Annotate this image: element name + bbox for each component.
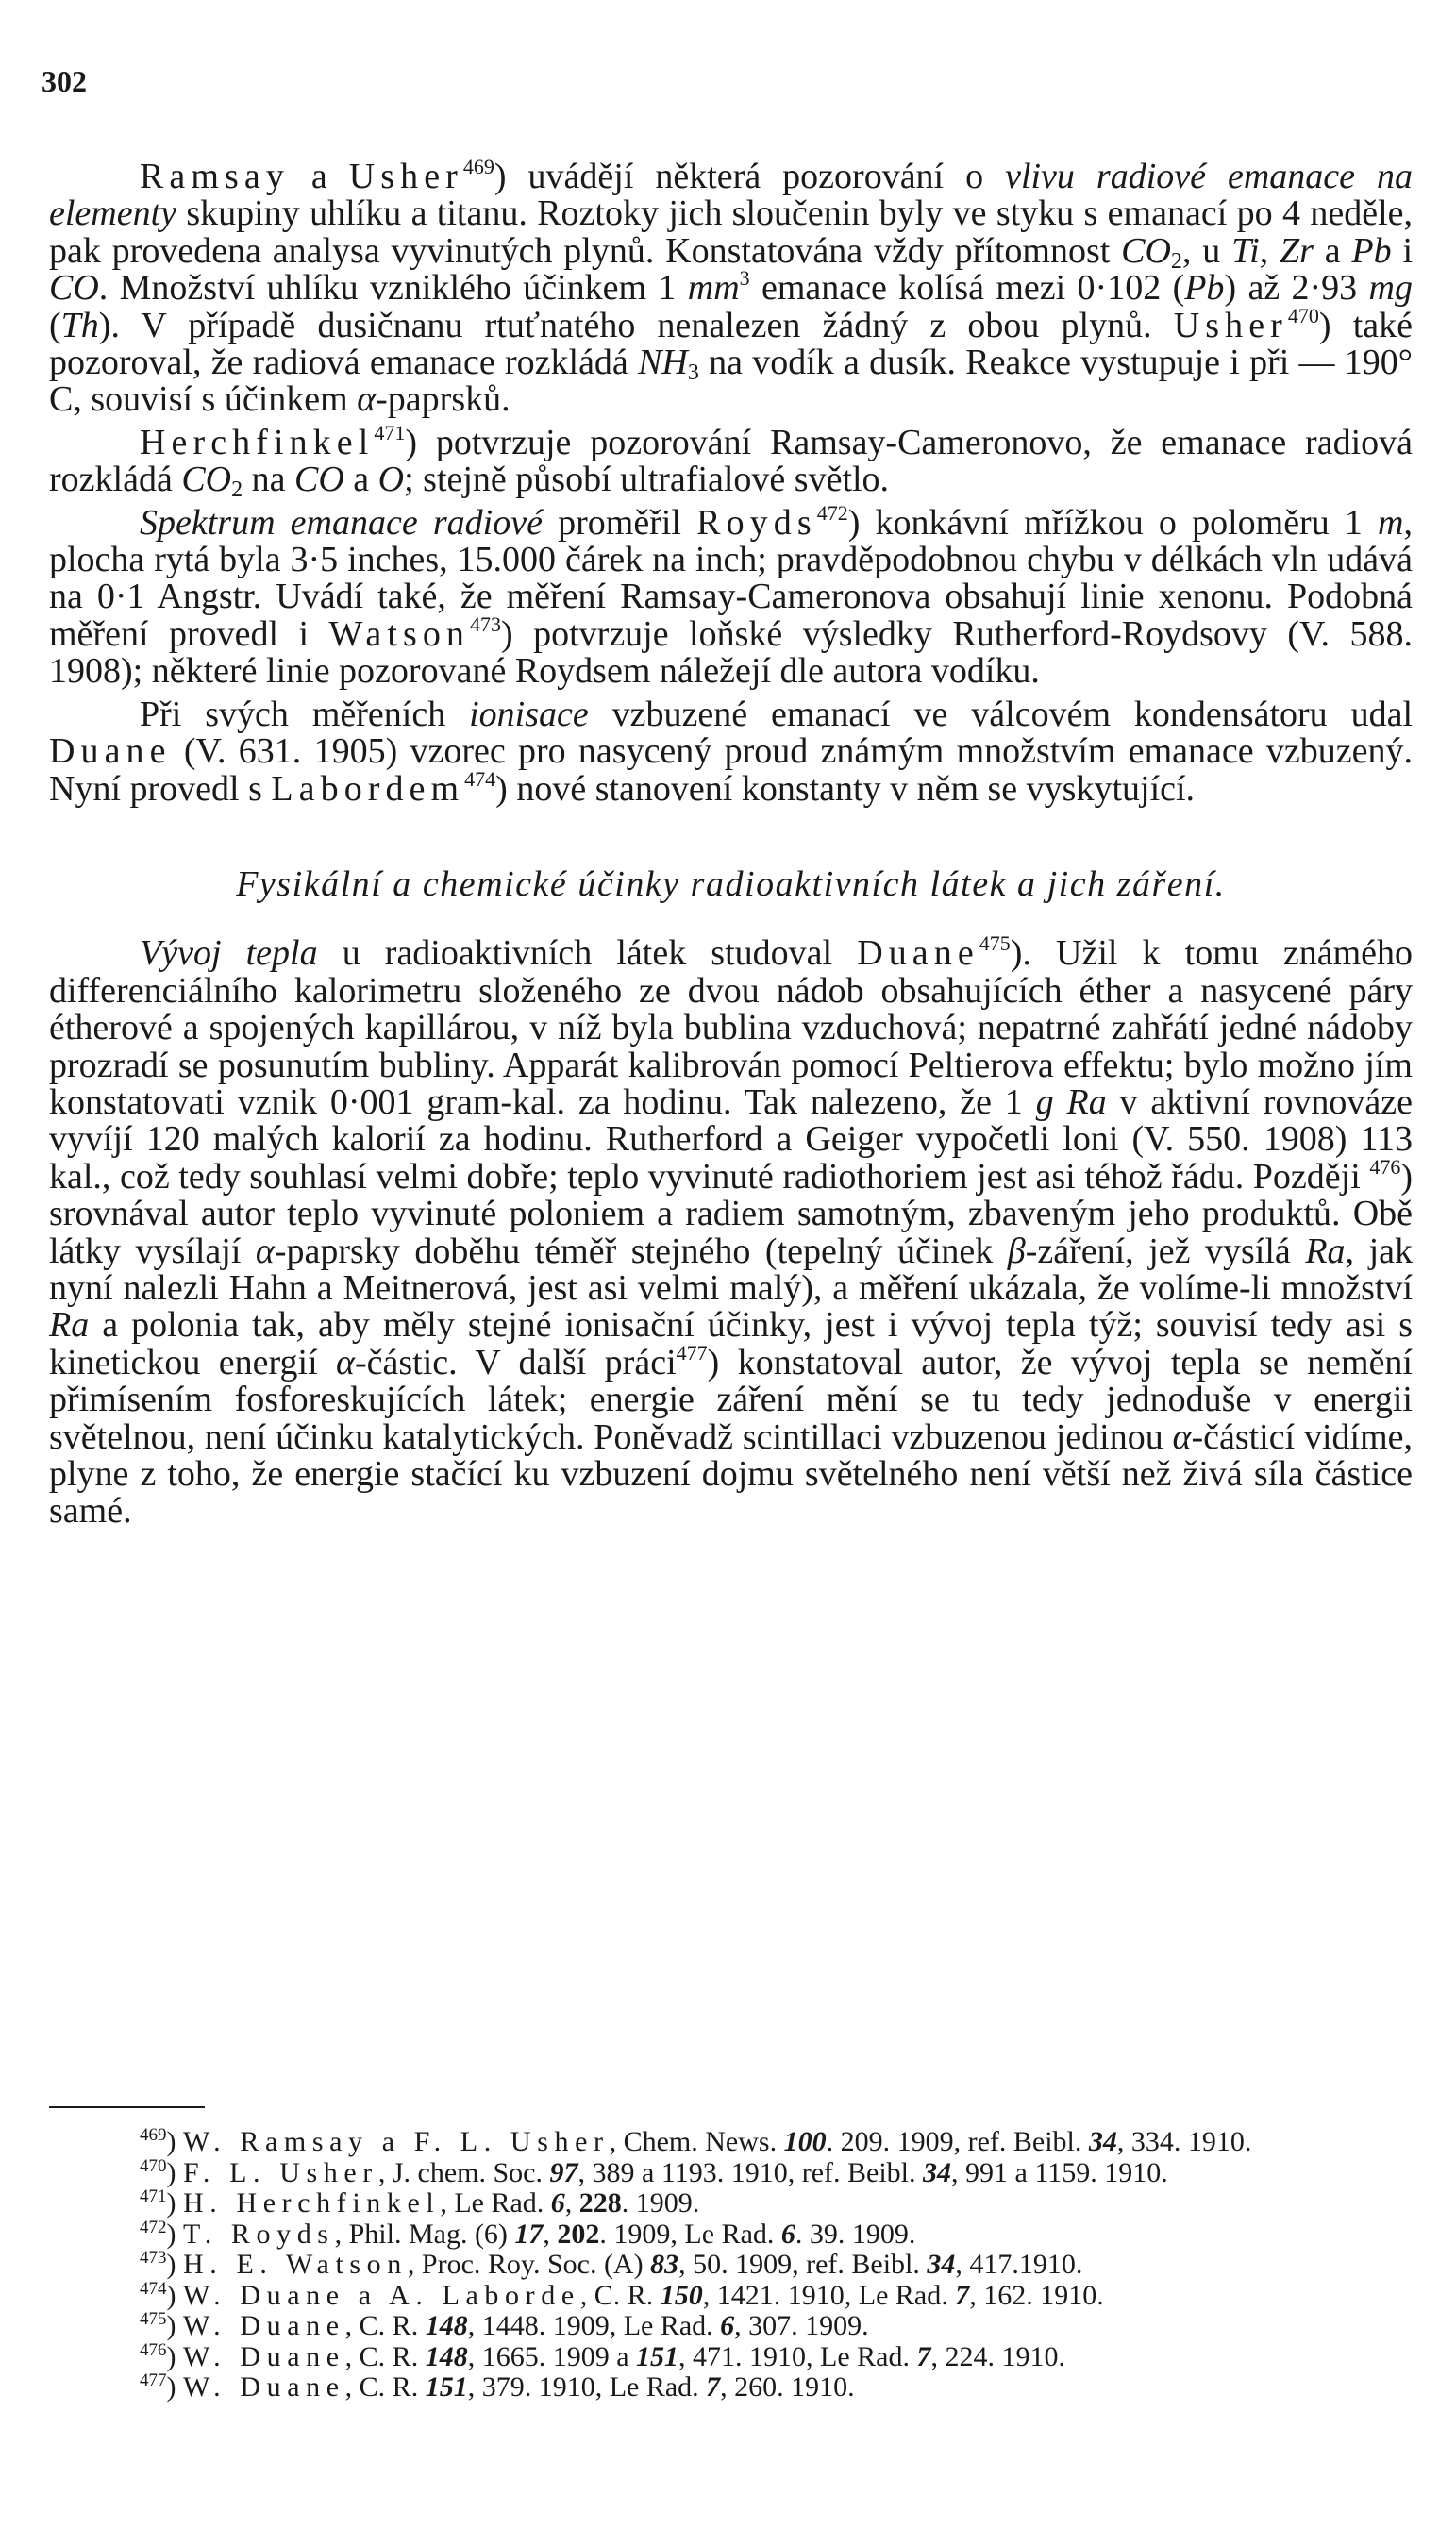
footnote-divider xyxy=(49,2106,205,2108)
author-name: Herchfinkel xyxy=(140,422,375,462)
footnote-473: $^{473}$) H. E. Watson, Proc. Roy. Soc. (A) 83, 50. 1909, ref. Beibl. 34, 417.1910. xyxy=(140,2248,1083,2280)
footnote-475: $^{475}$) W. Duane, C. R. 148, 1448. 1909, Le Rad. 6, 307. 1909. xyxy=(140,2309,869,2341)
footnote-469: $^{469}$) W. Ramsay a F. L. Usher, Chem. News. 100. 209. 1909, ref. Beibl. 34, 334. 1910. xyxy=(140,2125,1252,2157)
footnote-ref: 470 xyxy=(1287,303,1319,327)
section-heading: Fysikální a chemické účinky radioaktivních látek a jich záření. xyxy=(236,863,1226,904)
paragraph-heat: Vývoj tepla u radioaktivních látek studoval Duane$^{475}$). Užil k tomu známého differenciálního kalorimetru složeného ze dvou nádob obsahujících éther a nasycené páry étherové a spojených kapillárou, v níž byla bublina vzduchová; nepatrné zahřátí jedné nádoby prozradí se posunutím bubliny. Apparát kalibrován pomocí Peltierova effektu; bylo možno jím konstatovati vznik 0·001 gram-kal. za hodinu. Tak nalezeno, že 1 g Ra v aktivní rovnováze vyvíjí 120 malých kalorií za hodinu. Rutherford a Geiger vypočetli loni (V. 550. 1908) 113 kal., což tedy souhlasí velmi dobře; teplo vyvinuté radiothoriem jest asi téhož řádu. Později $^{476}$) srovnával autor teplo vyvinuté poloniem a radiem samotným, zbaveným jeho produktů. Obě látky vysílají α-paprsky doběhu téměř stejného (tepelný účinek β-záření, jež vysílá Ra, jak nyní nalezli Hahn a Meitnerová, jest asi velmi malý), a měření ukázala, že volíme-li množství Ra a polonia tak, aby měly stejné ionisační účinky, jest i vývoj tepla týž; souvisí tedy asi s kinetickou energií α-částic. V další práci$^{477}$) konstatoval autor, že vývoj tepla se nemění přimísením fosforeskujících látek; energie záření mění se tu tedy jednoduše v energii světelnou, není účinku katalytických. Poněvadž scintillaci vzbuzenou jedinou α-částicí vidíme, plyne z toho, že energie stačící ku vzbuzení dojmu světelného není větší než živá síla částice samé. xyxy=(49,931,1414,1532)
paragraph-ramsay-usher: Ramsay a Usher$^{469}$) uvádějí některá pozorování o vlivu radiové emanace na elementy skupiny uhlíku a titanu. Roztoky jich sloučenin byly ve styku s emanací po 4 neděle, pak provedena analysa vyvinutých plynů. Konstatována vždy přítomnost $CO_2$, u Ti, Zr a Pb i CO. Množství uhlíku vzniklého účinkem 1 $mm^3$ emanace kolísá mezi 0·102 (Pb) až 2·93 mg (Th). V případě dusičnanu rtuťnatého nenalezen žádný z obou plynů. Usher$^{470}$) také pozoroval, že radiová emanace rozkládá $NH_3$ na vodík a dusík. Reakce vystupuje i při — 190° C, souvisí s účinkem α-paprsků. xyxy=(49,155,1414,420)
author-name: Watson xyxy=(328,613,470,654)
author-name: Duane xyxy=(857,933,979,974)
footnote-477: $^{477}$) W. Duane, C. R. 151, 379. 1910, Le Rad. 7, 260. 1910. xyxy=(140,2370,855,2403)
author-name: Royds xyxy=(696,502,817,543)
footnotes xyxy=(49,2127,1413,2403)
emphasis: Spektrum emanace radiové xyxy=(140,502,543,543)
author-name: Duane xyxy=(49,731,172,772)
footnote-ref: 472 xyxy=(816,500,848,525)
footnote-471: $^{471}$) H. Herchfinkel, Le Rad. 6, 228. 1909. xyxy=(140,2186,700,2219)
paragraph-herchfinkel: Herchfinkel$^{471}$) potvrzuje pozorování Ramsay-Cameronovo, že emanace radiová rozkládá $CO_2$ na CO a O; stejně působí ultrafialové světlo. xyxy=(49,420,1413,503)
author-name: Labordem xyxy=(271,768,465,809)
body-text xyxy=(49,155,1414,1532)
footnote-ref: 469 xyxy=(462,155,494,178)
footnote-ref: 476 xyxy=(1369,1154,1401,1179)
footnote-ref: 474 xyxy=(464,766,496,791)
paragraph-ionisation: Při svých měřeních ionisace vzbuzené emanací ve válcovém kondensátoru udal Duane (V. 631. 1905) vzorec pro nasycený proud známým množstvím emanace vzbuzený. Nyní provedl s Labordem$^{474}$) nové stanovení konstanty v něm se vyskytující. xyxy=(49,694,1413,809)
footnote-474: $^{474}$) W. Duane a A. Laborde, C. R. 150, 1421. 1910, Le Rad. 7, 162. 1910. xyxy=(140,2278,1104,2311)
footnote-ref: 477 xyxy=(676,1340,708,1365)
footnote-476: $^{476}$) W. Duane, C. R. 148, 1665. 1909 a 151, 471. 1910, Le Rad. 7, 224. 1910. xyxy=(140,2339,1065,2372)
author-name: Usher xyxy=(1173,305,1288,345)
author-name: Ramsay xyxy=(140,157,290,196)
emphasis: ionisace xyxy=(469,694,589,734)
author-name: Usher xyxy=(348,157,463,196)
footnote-470: $^{470}$) F. L. Usher, J. chem. Soc. 97, 389 a 1193. 1910, ref. Beibl. 34, 991 a 1159. 1910. xyxy=(140,2155,1168,2188)
footnote-ref: 473 xyxy=(470,611,501,636)
footnote-ref: 475 xyxy=(979,931,1011,956)
page-number: 302 xyxy=(42,64,87,98)
footnote-ref: 471 xyxy=(374,420,406,444)
footnote-472: $^{472}$) T. Royds, Phil. Mag. (6) 17, 202. 1909, Le Rad. 6. 39. 1909. xyxy=(140,2217,916,2250)
emphasis: Vývoj tepla xyxy=(140,933,318,974)
emphasis: vlivu radiové emanace na elementy xyxy=(49,157,1413,234)
paragraph-spectrum: Spektrum emanace radiové proměřil Royds$^{472}$) konkávní mřížkou o poloměru 1 m, plocha rytá byla 3·5 inches, 15.000 čárek na inch; pravděpodobnou chybu v délkách vln udává na 0·1 Angstr. Uvádí také, že měření Ramsay-Cameronova obsahují linie xenonu. Podobná měření provedl i Watson$^{473}$) potvrzuje loňské výsledky Rutherford-Roydsovy (V. 588. 1908); některé linie pozorované Roydsem náležejí dle autora vodíku. xyxy=(49,500,1413,692)
